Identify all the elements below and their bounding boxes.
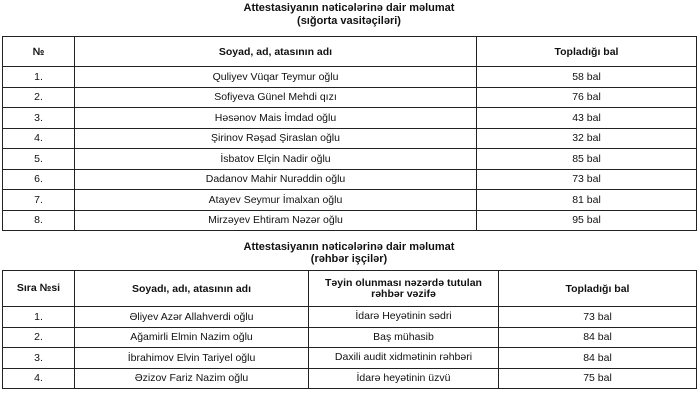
- row-score: 81 bal: [477, 190, 697, 211]
- row-name: İbrahimov Elvin Tariyel oğlu: [75, 348, 309, 369]
- table-row: [3, 327, 697, 348]
- row-position: Daxili audit xidmətinin rəhbəri: [309, 348, 499, 369]
- row-score: 75 bal: [499, 368, 697, 389]
- row-score: 84 bal: [499, 348, 697, 369]
- row-number: 4.: [3, 368, 75, 389]
- header-name: Soyad, ad, atasının adı: [75, 37, 477, 67]
- row-number: 6.: [3, 169, 75, 190]
- row-score: 73 bal: [499, 307, 697, 328]
- row-name: Atayev Seymur İmalxan oğlu: [75, 190, 477, 211]
- section1-title: Attestasiyanın nəticələrinə dair məlumat: [243, 2, 455, 14]
- table-row: [3, 190, 697, 211]
- header-seq-number: Sıra №si: [3, 271, 75, 307]
- row-score: 84 bal: [499, 327, 697, 348]
- row-score: 85 bal: [477, 149, 697, 170]
- table-row: [3, 210, 697, 231]
- table-header-row: [3, 271, 697, 307]
- table-row: [3, 108, 697, 129]
- header-score: Topladığı bal: [477, 37, 697, 67]
- row-name: Mirzəyev Ehtiram Nəzər oğlu: [75, 210, 477, 231]
- row-number: 2.: [3, 327, 75, 348]
- row-score: 73 bal: [477, 169, 697, 190]
- row-number: 3.: [3, 108, 75, 129]
- section2-subtitle: (rəhbər işçilər): [310, 253, 388, 265]
- header-position: Təyin olunması nəzərdə tutulan rəhbər vəzifə: [309, 271, 499, 307]
- table-row: [3, 368, 697, 389]
- table-header-row: [3, 37, 697, 67]
- row-name: Sofiyeva Günel Mehdi qızı: [75, 87, 477, 108]
- insurance-intermediaries-table: [2, 36, 697, 231]
- row-name: Şirinov Rəşad Şiraslan oğlu: [75, 128, 477, 149]
- row-score: 58 bal: [477, 67, 697, 88]
- row-number: 8.: [3, 210, 75, 231]
- section2-title: Attestasiyanın nəticələrinə dair məlumat: [243, 241, 455, 253]
- row-name: Əliyev Azər Allahverdi oğlu: [75, 307, 309, 328]
- row-name: Dadanov Mahir Nurəddin oğlu: [75, 169, 477, 190]
- table-row: [3, 128, 697, 149]
- row-name: Əzizov Fariz Nazim oğlu: [75, 368, 309, 389]
- row-position: Baş mühasib: [309, 327, 499, 348]
- row-position: İdarə heyətinin üzvü: [309, 368, 499, 389]
- row-number: 1.: [3, 67, 75, 88]
- table-row: [3, 348, 697, 369]
- row-position: İdarə Heyətinin sədri: [309, 307, 499, 328]
- managers-table: [2, 270, 697, 389]
- row-number: 3.: [3, 348, 75, 369]
- section1-subtitle: (sığorta vasitəçiləri): [297, 15, 401, 27]
- table-row: [3, 149, 697, 170]
- row-number: 2.: [3, 87, 75, 108]
- header-score: Topladığı bal: [499, 271, 697, 307]
- header-name: Soyadı, adı, atasının adı: [75, 271, 309, 307]
- row-name: Ağamirli Elmin Nazim oğlu: [75, 327, 309, 348]
- row-name: Quliyev Vüqar Teymur oğlu: [75, 67, 477, 88]
- row-number: 1.: [3, 307, 75, 328]
- row-name: İsbatov Elçin Nadir oğlu: [75, 149, 477, 170]
- row-number: 7.: [3, 190, 75, 211]
- header-number: №: [3, 37, 75, 67]
- table-row: [3, 169, 697, 190]
- row-score: 32 bal: [477, 128, 697, 149]
- table-row: [3, 307, 697, 328]
- row-number: 4.: [3, 128, 75, 149]
- row-score: 95 bal: [477, 210, 697, 231]
- table-row: [3, 67, 697, 88]
- table-row: [3, 87, 697, 108]
- row-score: 43 bal: [477, 108, 697, 129]
- row-name: Həsənov Mais İmdad oğlu: [75, 108, 477, 129]
- row-number: 5.: [3, 149, 75, 170]
- row-score: 76 bal: [477, 87, 697, 108]
